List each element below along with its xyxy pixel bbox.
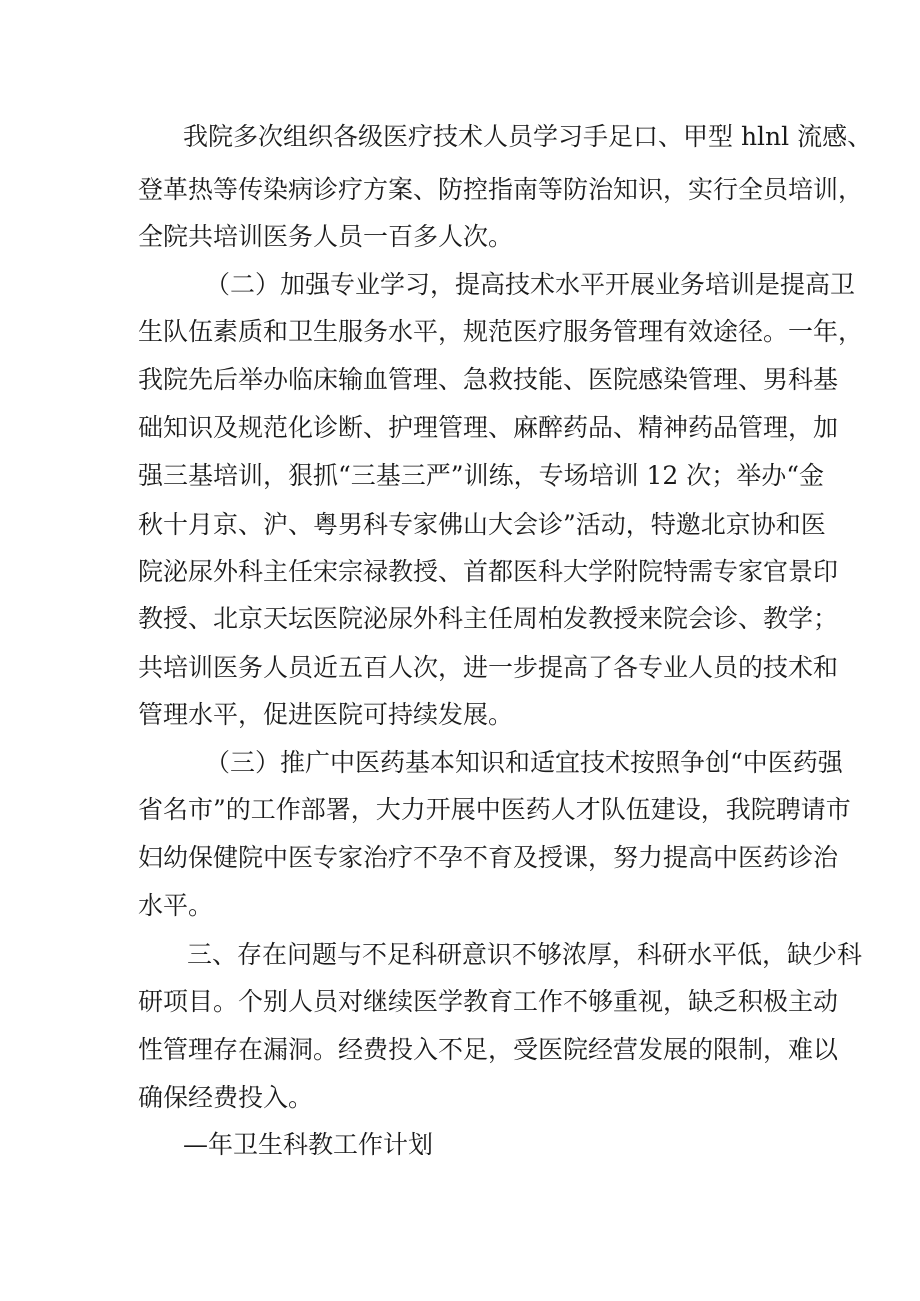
text-line: （三）推广中医药基本知识和适宜技术按照争创“中医药强	[205, 748, 843, 777]
text-line: 共培训医务人员近五百人次，进一步提高了各专业人员的技术和	[138, 653, 839, 682]
text-line: 妇幼保健院中医专家治疗不孕不育及授课，努力提高中医药诊治	[138, 843, 839, 872]
text-line: 研项目。个别人员对继续医学教育工作不够重视，缺乏积极主动	[138, 987, 839, 1016]
text-line: 生队伍素质和卫生服务水平，规范医疗服务管理有效途径。一年，	[138, 317, 864, 346]
text-line: 我院先后举办临床输血管理、急救技能、医院感染管理、男科基	[138, 365, 839, 394]
text-line: 我院多次组织各级医疗技术人员学习手足口、甲型 hlnl 流感、	[183, 122, 873, 151]
text-line: 确保经费投入。	[138, 1083, 314, 1112]
text-line: （二）加强专业学习，提高技术水平开展业务培训是提高卫	[205, 270, 856, 299]
text-line: 秋十月京、沪、粤男科专家佛山大会诊”活动，特邀北京协和医	[138, 510, 826, 539]
text-line: 管理水平，促进医院可持续发展。	[138, 700, 514, 729]
text-line: 登革热等传染病诊疗方案、防控指南等防治知识，实行全员培训，	[138, 175, 864, 204]
text-line: 础知识及规范化诊断、护理管理、麻醉药品、精神药品管理，加	[138, 413, 839, 442]
text-line: 水平。	[138, 891, 214, 920]
text-line: 全院共培训医务人员一百多人次。	[138, 222, 514, 251]
text-line: 三、存在问题与不足科研意识不够浓厚，科研水平低，缺少科	[187, 940, 863, 969]
text-line: 教授、北京天坛医院泌尿外科主任周柏发教授来院会诊、教学；	[138, 604, 839, 633]
text-line: 强三基培训，狠抓“三基三严”训练，专场培训 12 次；举办“金	[138, 461, 825, 490]
section-heading: —年卫生科教工作计划	[183, 1130, 434, 1159]
text-line: 院泌尿外科主任宋宗禄教授、首都医科大学附院特需专家官景印	[138, 557, 839, 586]
text-line: 省名市”的工作部署，大力开展中医药人才队伍建设，我院聘请市	[138, 795, 851, 824]
text-line: 性管理存在漏洞。经费投入不足，受医院经营发展的限制，难以	[138, 1035, 839, 1064]
